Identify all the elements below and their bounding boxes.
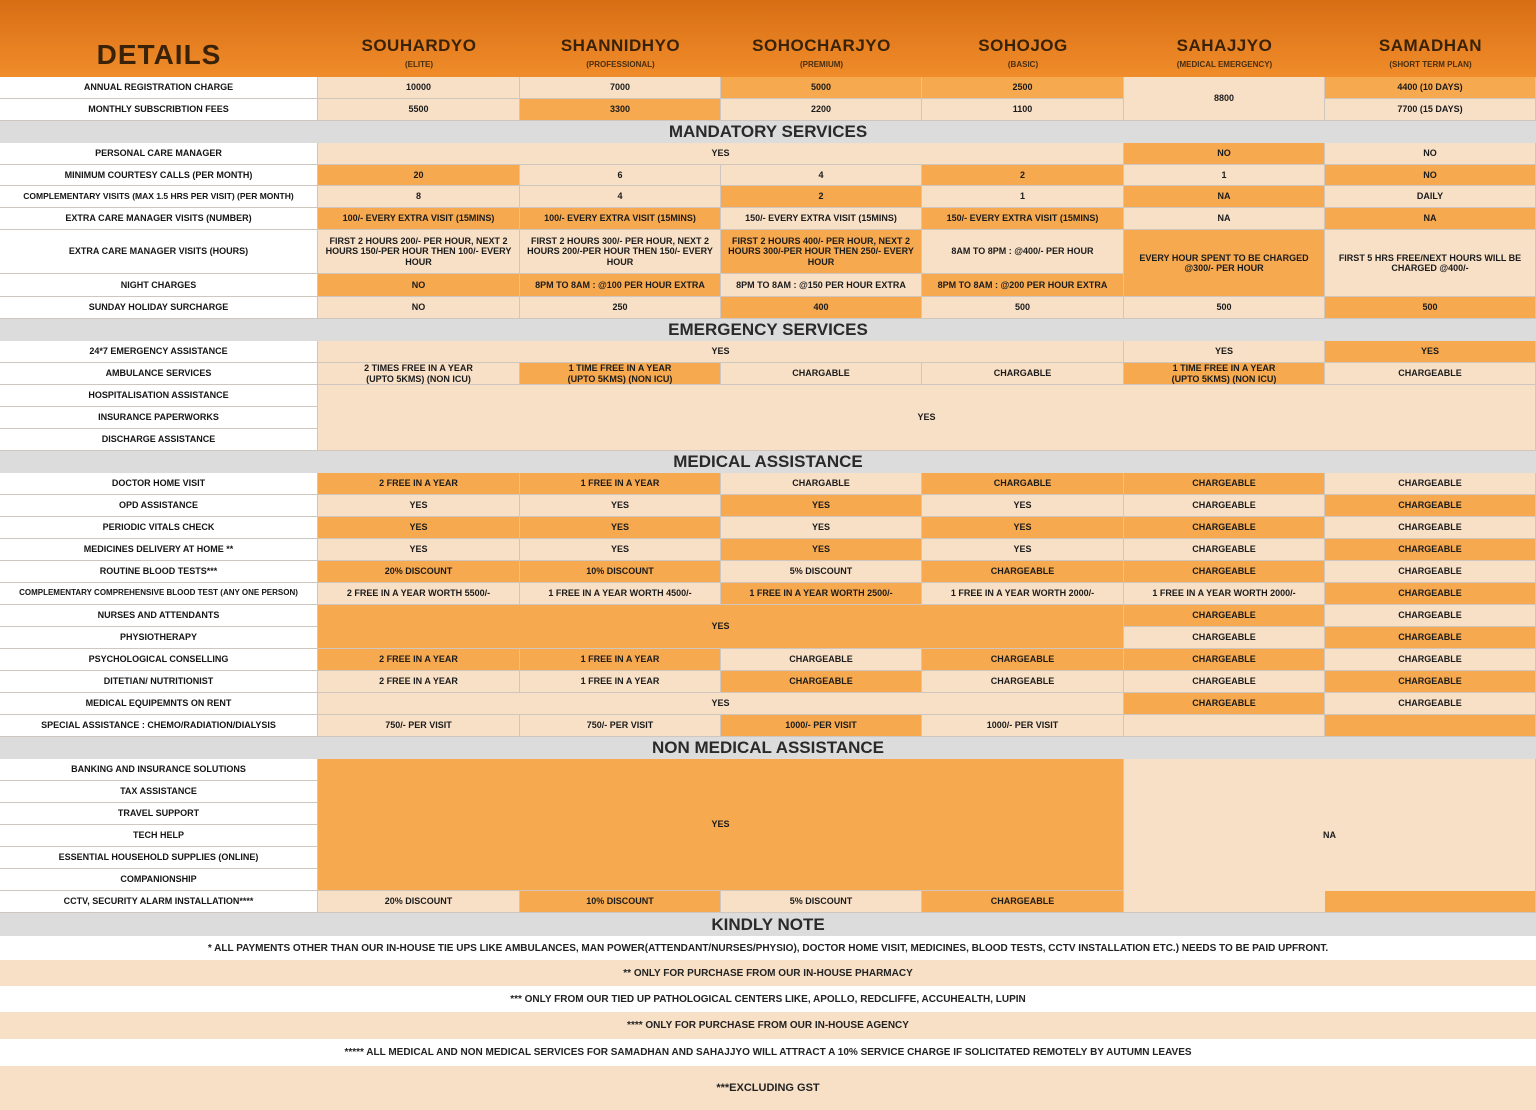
cell-opd-sohojog: YES: [922, 495, 1124, 517]
cell-comp-blood-samadhan: CHARGEABLE: [1325, 583, 1536, 605]
plan-header-sohocharjyo: [721, 0, 922, 77]
plan-header-shannidhyo: [520, 0, 721, 77]
row-label-opd: OPD ASSISTANCE: [0, 495, 318, 517]
cell-blood-sahajjyo: CHARGEABLE: [1124, 561, 1325, 583]
cell-opd-shannidhyo: YES: [520, 495, 721, 517]
row-label-cctv: CCTV, SECURITY ALARM INSTALLATION****: [0, 891, 318, 913]
cell-doctor-sahajjyo: CHARGEABLE: [1124, 473, 1325, 495]
plan-name: SOUHARDYO: [361, 36, 477, 55]
section-non-medical-assistance: NON MEDICAL ASSISTANCE: [0, 737, 1536, 759]
cell-physio-sahajjyo: CHARGEABLE: [1124, 627, 1325, 649]
cell-comp-blood-sahajjyo: 1 FREE IN A YEAR WORTH 2000/-: [1124, 583, 1325, 605]
cell-non-medical-na-merged: NA: [1124, 759, 1536, 913]
cell-emergency-sahajjyo: YES: [1124, 341, 1325, 363]
row-label-tech-help: TECH HELP: [0, 825, 318, 847]
cell-vitals-samadhan: CHARGEABLE: [1325, 517, 1536, 539]
plan-name: SHANNIDHYO: [560, 36, 681, 55]
cell-nurses-sahajjyo: CHARGEABLE: [1124, 605, 1325, 627]
cell-ambulance-sohocharjyo: CHARGABLE: [721, 363, 922, 385]
cell-special-sahajjyo: [1124, 715, 1325, 737]
cell-calls-samadhan: NO: [1325, 165, 1536, 186]
plan-header-samadhan: [1325, 0, 1536, 77]
row-label-household: ESSENTIAL HOUSEHOLD SUPPLIES (ONLINE): [0, 847, 318, 869]
gst-note: ***EXCLUDING GST: [0, 1066, 1536, 1110]
cell-doctor-shannidhyo: 1 FREE IN A YEAR: [520, 473, 721, 495]
cell-calls-sahajjyo: 1: [1124, 165, 1325, 186]
cell-emergency-merged: YES: [318, 341, 1124, 363]
cell-diet-samadhan: CHARGEABLE: [1325, 671, 1536, 693]
cell-opd-sahajjyo: CHARGEABLE: [1124, 495, 1325, 517]
cell-opd-samadhan: CHARGEABLE: [1325, 495, 1536, 517]
cell-blood-shannidhyo: 10% DISCOUNT: [520, 561, 721, 583]
cell-night-souhardyo: NO: [318, 274, 520, 297]
cell-visits-sahajjyo: NA: [1124, 186, 1325, 208]
cell-equip-merged: YES: [318, 693, 1124, 715]
plan-tier: (PREMIUM): [799, 60, 844, 69]
cell-physio-samadhan: CHARGEABLE: [1325, 627, 1536, 649]
cell-comp-blood-sohojog: 1 FREE IN A YEAR WORTH 2000/-: [922, 583, 1124, 605]
cell-calls-souhardyo: 20: [318, 165, 520, 186]
cell-psych-sohojog: CHARGEABLE: [922, 649, 1124, 671]
cell-diet-sahajjyo: CHARGEABLE: [1124, 671, 1325, 693]
cell-extra-hours-shannidhyo: FIRST 2 HOURS 300/- PER HOUR, NEXT 2 HOURS 200/-PER HOUR THEN 150/- EVERY HOUR: [520, 230, 721, 274]
cell-medicines-sahajjyo: CHARGEABLE: [1124, 539, 1325, 561]
cell-doctor-sohocharjyo: CHARGABLE: [721, 473, 922, 495]
cell-cctv-sohocharjyo: 5% DISCOUNT: [721, 891, 922, 913]
plan-name: SAMADHAN: [1378, 36, 1483, 55]
cell-opd-souhardyo: YES: [318, 495, 520, 517]
cell-night-shannidhyo: 8PM TO 8AM : @100 PER HOUR EXTRA: [520, 274, 721, 297]
cell-blood-samadhan: CHARGEABLE: [1325, 561, 1536, 583]
cell-doctor-souhardyo: 2 FREE IN A YEAR: [318, 473, 520, 495]
cell-special-sohojog: 1000/- PER VISIT: [922, 715, 1124, 737]
cell-nurses-physio-merged: YES: [318, 605, 1124, 649]
cell-diet-souhardyo: 2 FREE IN A YEAR: [318, 671, 520, 693]
cell-extra-num-samadhan: NA: [1325, 208, 1536, 230]
cell-special-sohocharjyo: 1000/- PER VISIT: [721, 715, 922, 737]
row-label-equipments: MEDICAL EQUIPEMNTS ON RENT: [0, 693, 318, 715]
cell-extra-num-souhardyo: 100/- EVERY EXTRA VISIT (15MINS): [318, 208, 520, 230]
note-4: **** ONLY FOR PURCHASE FROM OUR IN-HOUSE AGENCY: [0, 1012, 1536, 1039]
cell-psych-souhardyo: 2 FREE IN A YEAR: [318, 649, 520, 671]
cell-visits-shannidhyo: 4: [520, 186, 721, 208]
row-label-extra-visits-hours: EXTRA CARE MANAGER VISITS (HOURS): [0, 230, 318, 274]
cell-visits-samadhan: DAILY: [1325, 186, 1536, 208]
plan-header-sahajjyo: [1124, 0, 1325, 77]
cell-monthly-shannidhyo: 3300: [520, 99, 721, 121]
row-label-dietitian: DITETIAN/ NUTRITIONIST: [0, 671, 318, 693]
row-label-monthly-fees: MONTHLY SUBSCRIBTION FEES: [0, 99, 318, 121]
cell-ambulance-sohojog: CHARGABLE: [922, 363, 1124, 385]
cell-sunday-sohocharjyo: 400: [721, 297, 922, 319]
cell-extra-num-sahajjyo: NA: [1124, 208, 1325, 230]
row-label-comprehensive-blood-test: COMPLEMENTARY COMPREHENSIVE BLOOD TEST (ANY ONE PERSON): [0, 583, 318, 605]
cell-extra-num-shannidhyo: 100/- EVERY EXTRA VISIT (15MINS): [520, 208, 721, 230]
cell-doctor-samadhan: CHARGEABLE: [1325, 473, 1536, 495]
plan-name: SAHAJJYO: [1176, 36, 1273, 55]
cell-medicines-sohocharjyo: YES: [721, 539, 922, 561]
cell-extra-hours-sahajjyo: EVERY HOUR SPENT TO BE CHARGED @300/- PER HOUR: [1124, 230, 1325, 297]
cell-medicines-shannidhyo: YES: [520, 539, 721, 561]
cell-non-medical-yes-merged: YES: [318, 759, 1124, 891]
plan-tier: (PROFESSIONAL): [586, 60, 655, 69]
cell-annual-sohojog: 2500: [922, 77, 1124, 99]
plan-name: SOHOCHARJYO: [752, 36, 891, 55]
cell-blood-sohojog: CHARGEABLE: [922, 561, 1124, 583]
plan-tier: (SHORT TERM PLAN): [1389, 60, 1472, 69]
section-medical-assistance: MEDICAL ASSISTANCE: [0, 451, 1536, 473]
cell-special-samadhan: [1325, 715, 1536, 737]
cell-calls-shannidhyo: 6: [520, 165, 721, 186]
row-label-personal-care-manager: PERSONAL CARE MANAGER: [0, 143, 318, 165]
cell-extra-hours-sohojog: 8AM TO 8PM : @400/- PER HOUR: [922, 230, 1124, 274]
cell-psych-sohocharjyo: CHARGEABLE: [721, 649, 922, 671]
cell-psych-samadhan: CHARGEABLE: [1325, 649, 1536, 671]
cell-emergency-samadhan: YES: [1325, 341, 1536, 363]
cell-pcm-merged: YES: [318, 143, 1124, 165]
row-label-hospitalisation: HOSPITALISATION ASSISTANCE: [0, 385, 318, 407]
row-label-doctor-visit: DOCTOR HOME VISIT: [0, 473, 318, 495]
cell-monthly-sohocharjyo: 2200: [721, 99, 922, 121]
note-3: *** ONLY FROM OUR TIED UP PATHOLOGICAL CENTERS LIKE, APOLLO, REDCLIFFE, ACCUHEALTH, LUPIN: [0, 986, 1536, 1012]
row-label-discharge: DISCHARGE ASSISTANCE: [0, 429, 318, 451]
row-label-insurance-paperworks: INSURANCE PAPERWORKS: [0, 407, 318, 429]
row-label-banking: BANKING AND INSURANCE SOLUTIONS: [0, 759, 318, 781]
plan-header-souhardyo: [318, 0, 520, 77]
cell-diet-sohojog: CHARGEABLE: [922, 671, 1124, 693]
cell-equip-sahajjyo: CHARGEABLE: [1124, 693, 1325, 715]
cell-sunday-shannidhyo: 250: [520, 297, 721, 319]
cell-sunday-samadhan: 500: [1325, 297, 1536, 319]
cell-diet-sohocharjyo: CHARGEABLE: [721, 671, 922, 693]
row-label-annual-registration: ANNUAL REGISTRATION CHARGE: [0, 77, 318, 99]
cell-extra-num-sohocharjyo: 150/- EVERY EXTRA VISIT (15MINS): [721, 208, 922, 230]
row-label-night-charges: NIGHT CHARGES: [0, 274, 318, 297]
row-label-nurses: NURSES AND ATTENDANTS: [0, 605, 318, 627]
cell-visits-sohocharjyo: 2: [721, 186, 922, 208]
cell-comp-blood-shannidhyo: 1 FREE IN A YEAR WORTH 4500/-: [520, 583, 721, 605]
plan-tier: (MEDICAL EMERGENCY): [1176, 60, 1273, 69]
cell-opd-sohocharjyo: YES: [721, 495, 922, 517]
cell-cctv-sohojog: CHARGEABLE: [922, 891, 1124, 913]
cell-blood-souhardyo: 20% DISCOUNT: [318, 561, 520, 583]
cell-visits-souhardyo: 8: [318, 186, 520, 208]
cell-night-sohocharjyo: 8PM TO 8AM : @150 PER HOUR EXTRA: [721, 274, 922, 297]
plan-header-sohojog: [922, 0, 1124, 77]
cell-special-souhardyo: 750/- PER VISIT: [318, 715, 520, 737]
row-label-special-assistance: SPECIAL ASSISTANCE : CHEMO/RADIATION/DIALYSIS: [0, 715, 318, 737]
plan-name: SOHOJOG: [978, 36, 1068, 55]
cell-extra-hours-samadhan: FIRST 5 HRS FREE/NEXT HOURS WILL BE CHARGED @400/-: [1325, 230, 1536, 297]
cell-medicines-samadhan: CHARGEABLE: [1325, 539, 1536, 561]
cell-hospital-support-merged: YES: [318, 385, 1536, 451]
cell-doctor-sohojog: CHARGABLE: [922, 473, 1124, 495]
cell-equip-samadhan: CHARGEABLE: [1325, 693, 1536, 715]
cell-comp-blood-souhardyo: 2 FREE IN A YEAR WORTH 5500/-: [318, 583, 520, 605]
cell-pcm-sahajjyo: NO: [1124, 143, 1325, 165]
cell-sunday-sohojog: 500: [922, 297, 1124, 319]
row-label-sunday-surcharge: SUNDAY HOLIDAY SURCHARGE: [0, 297, 318, 319]
cell-cctv-souhardyo: 20% DISCOUNT: [318, 891, 520, 913]
note-1: * ALL PAYMENTS OTHER THAN OUR IN-HOUSE TIE UPS LIKE AMBULANCES, MAN POWER(ATTENDANT/NURSES/PHYSIO), DOCTOR HOME VISIT, MEDICINES, BLOOD TESTS, CCTV INSTALLATION ETC.) NEEDS TO BE PAID UPFRONT.: [0, 936, 1536, 960]
row-label-routine-blood-tests: ROUTINE BLOOD TESTS***: [0, 561, 318, 583]
cell-annual-samadhan: 4400 (10 DAYS): [1325, 77, 1536, 99]
row-label-ambulance: AMBULANCE SERVICES: [0, 363, 318, 385]
note-2: ** ONLY FOR PURCHASE FROM OUR IN-HOUSE PHARMACY: [0, 960, 1536, 986]
cell-extra-hours-sohocharjyo: FIRST 2 HOURS 400/- PER HOUR, NEXT 2 HOURS 300/-PER HOUR THEN 250/- EVERY HOUR: [721, 230, 922, 274]
cell-special-shannidhyo: 750/- PER VISIT: [520, 715, 721, 737]
note-5: ***** ALL MEDICAL AND NON MEDICAL SERVICES FOR SAMADHAN AND SAHAJJYO WILL ATTRACT A 10% SERVICE CHARGE IF SOLICITATED REMOTELY BY AUTUMN LEAVES: [0, 1039, 1536, 1066]
cell-comp-blood-sohocharjyo: 1 FREE IN A YEAR WORTH 2500/-: [721, 583, 922, 605]
row-label-vitals: PERIODIC VITALS CHECK: [0, 517, 318, 539]
cell-nurses-samadhan: CHARGEABLE: [1325, 605, 1536, 627]
cell-vitals-sohocharjyo: YES: [721, 517, 922, 539]
section-emergency-services: EMERGENCY SERVICES: [0, 319, 1536, 341]
cell-annual-sohocharjyo: 5000: [721, 77, 922, 99]
cell-extra-num-sohojog: 150/- EVERY EXTRA VISIT (15MINS): [922, 208, 1124, 230]
cell-extra-hours-souhardyo: FIRST 2 HOURS 200/- PER HOUR, NEXT 2 HOURS 150/-PER HOUR THEN 100/- EVERY HOUR: [318, 230, 520, 274]
cell-blood-sohocharjyo: 5% DISCOUNT: [721, 561, 922, 583]
cell-psych-sahajjyo: CHARGEABLE: [1124, 649, 1325, 671]
row-label-complementary-visits: COMPLEMENTARY VISITS (MAX 1.5 HRS PER VISIT) (PER MONTH): [0, 186, 318, 208]
plan-tier: (ELITE): [405, 60, 433, 69]
cell-calls-sohocharjyo: 4: [721, 165, 922, 186]
cell-ambulance-souhardyo: 2 TIMES FREE IN A YEAR (UPTO 5KMS) (NON ICU): [318, 363, 520, 385]
cell-sunday-sahajjyo: 500: [1124, 297, 1325, 319]
cell-vitals-sohojog: YES: [922, 517, 1124, 539]
row-label-tax: TAX ASSISTANCE: [0, 781, 318, 803]
row-label-psychological: PSYCHOLOGICAL CONSELLING: [0, 649, 318, 671]
cell-medicines-souhardyo: YES: [318, 539, 520, 561]
row-label-physiotherapy: PHYSIOTHERAPY: [0, 627, 318, 649]
cell-cctv-shannidhyo: 10% DISCOUNT: [520, 891, 721, 913]
cell-monthly-samadhan: 7700 (15 DAYS): [1325, 99, 1536, 121]
section-mandatory-services: MANDATORY SERVICES: [0, 121, 1536, 143]
cell-cctv-samadhan: [1325, 891, 1536, 913]
cell-ambulance-shannidhyo: 1 TIME FREE IN A YEAR (UPTO 5KMS) (NON ICU): [520, 363, 721, 385]
row-label-travel: TRAVEL SUPPORT: [0, 803, 318, 825]
cell-calls-sohojog: 2: [922, 165, 1124, 186]
cell-psych-shannidhyo: 1 FREE IN A YEAR: [520, 649, 721, 671]
cell-sunday-souhardyo: NO: [318, 297, 520, 319]
cell-ambulance-samadhan: CHARGEABLE: [1325, 363, 1536, 385]
cell-vitals-souhardyo: YES: [318, 517, 520, 539]
plan-tier: (BASIC): [1007, 60, 1039, 69]
row-label-extra-visits-number: EXTRA CARE MANAGER VISITS (NUMBER): [0, 208, 318, 230]
cell-monthly-sohojog: 1100: [922, 99, 1124, 121]
cell-vitals-sahajjyo: CHARGEABLE: [1124, 517, 1325, 539]
row-label-courtesy-calls: MINIMUM COURTESY CALLS (PER MONTH): [0, 165, 318, 186]
cell-night-sohojog: 8PM TO 8AM : @200 PER HOUR EXTRA: [922, 274, 1124, 297]
cell-visits-sohojog: 1: [922, 186, 1124, 208]
section-kindly-note: KINDLY NOTE: [0, 913, 1536, 936]
cell-ambulance-sahajjyo: 1 TIME FREE IN A YEAR (UPTO 5KMS) (NON ICU): [1124, 363, 1325, 385]
details-title: DETAILS: [0, 0, 318, 77]
cell-diet-shannidhyo: 1 FREE IN A YEAR: [520, 671, 721, 693]
cell-annual-shannidhyo: 7000: [520, 77, 721, 99]
cell-monthly-souhardyo: 5500: [318, 99, 520, 121]
cell-annual-sahajjyo: 8800: [1124, 77, 1325, 121]
row-label-emergency-assistance: 24*7 EMERGENCY ASSISTANCE: [0, 341, 318, 363]
cell-annual-souhardyo: 10000: [318, 77, 520, 99]
cell-vitals-shannidhyo: YES: [520, 517, 721, 539]
row-label-companionship: COMPANIONSHIP: [0, 869, 318, 891]
row-label-medicines-delivery: MEDICINES DELIVERY AT HOME **: [0, 539, 318, 561]
cell-medicines-sohojog: YES: [922, 539, 1124, 561]
cell-pcm-samadhan: NO: [1325, 143, 1536, 165]
